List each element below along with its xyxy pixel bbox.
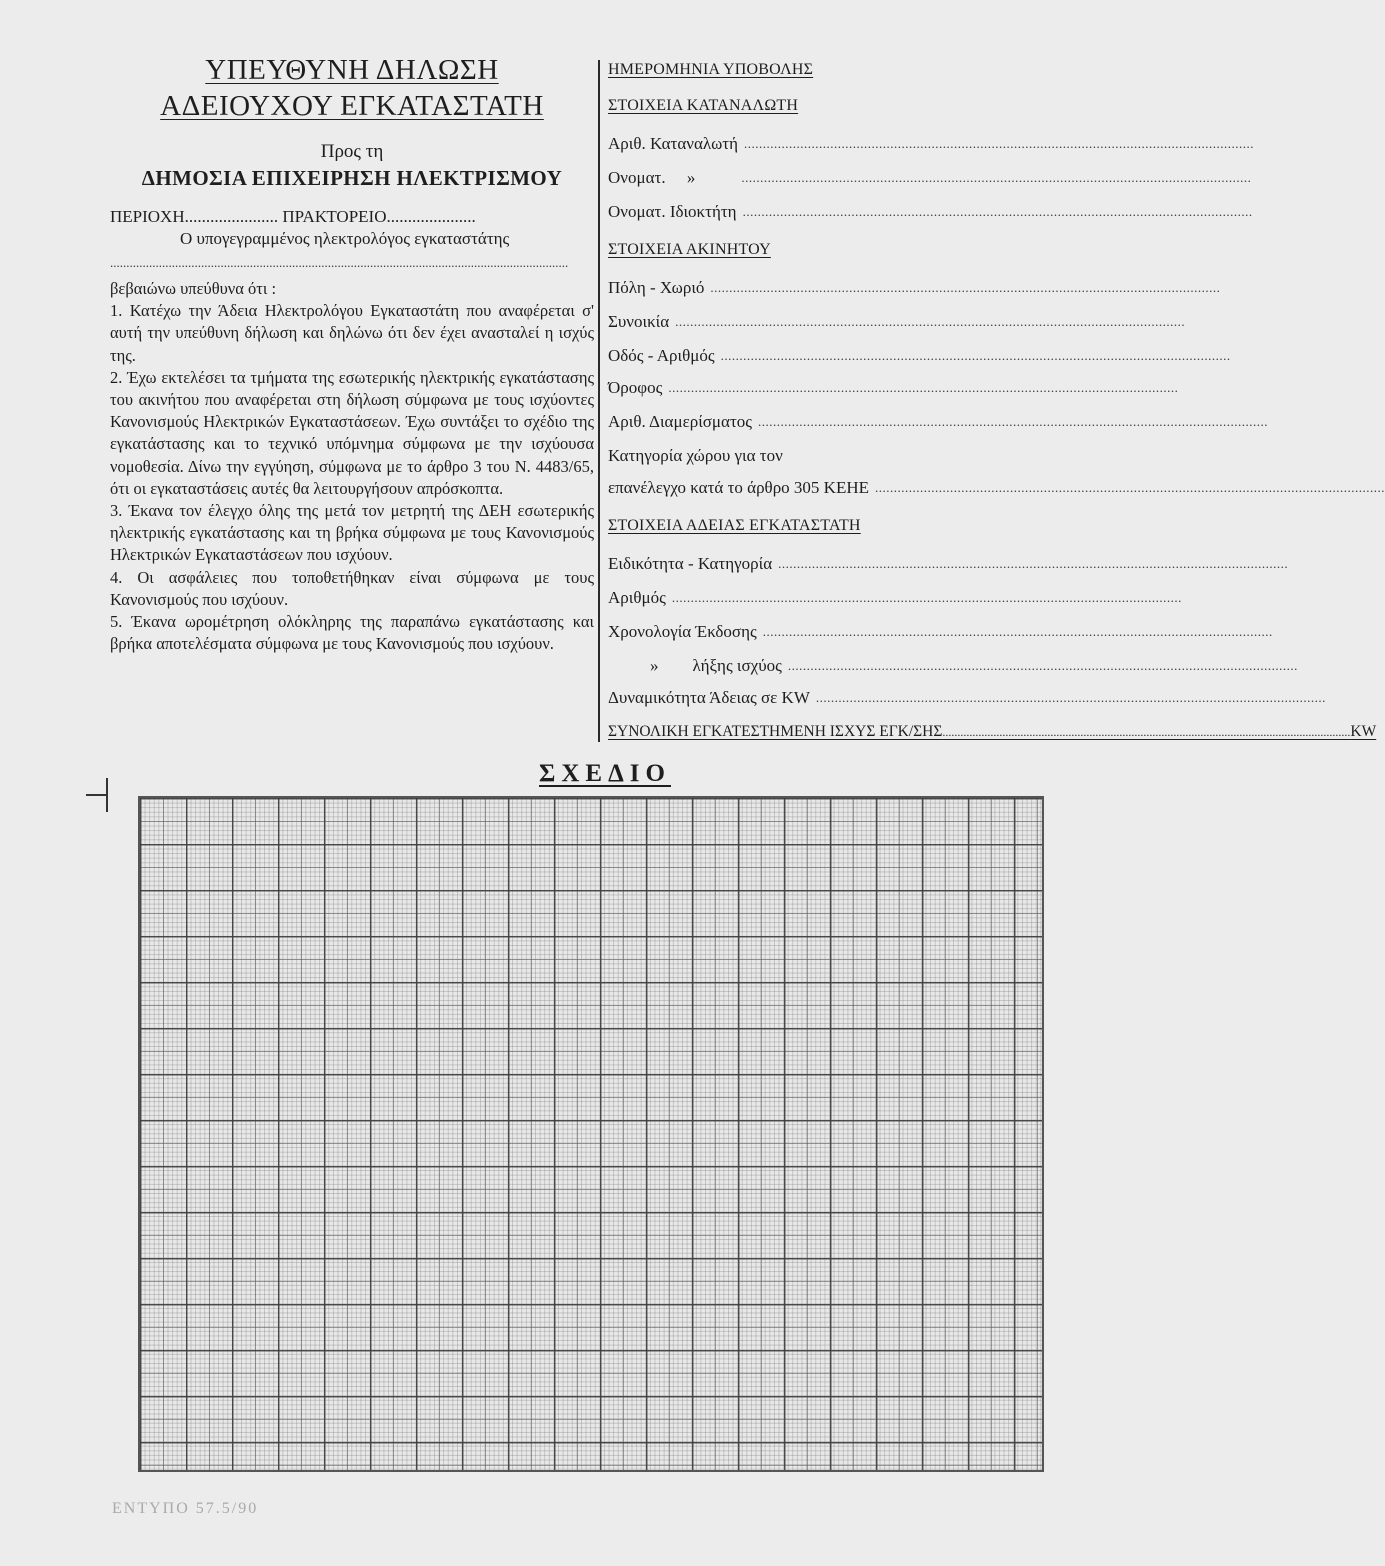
street-field[interactable]: ........................................................................................................................................ — [720, 348, 1231, 363]
owner-name-row — [608, 200, 1253, 224]
owner-name-field[interactable]: ........................................................................................................................................ — [742, 204, 1253, 219]
statement-2: 2. Έχω εκτελέσει τα τμήματα της εσωτερικής ηλεκτρικής εγκατάστασης του ακινήτου που αναφέρεται στη δήλωση σύμφωνα με τους ισχύοντες Κανονισμούς Ηλεκτρικών Εγκαταστάσεων. Έχω συντάξει το σχέδιο της εγκατάστασης και το τεχνικό υπόμνημα σύμφωνα με την ισχύουσα νομοθεσία. Δίνω την εγγύηση, σύμφωνα με το άρθρο 3 του Ν. 4483/65, ότι οι εγκαταστάσεις αυτές θα λειτουργήσουν απρόσκοπτα. — [110, 367, 594, 498]
installer-name-field[interactable]: ............................................................................................................................................. — [110, 255, 569, 270]
issue-date-label: Χρονολογία Έκδοσης — [608, 622, 757, 641]
capacity-row — [608, 686, 1326, 710]
floor-row — [608, 376, 1179, 400]
owner-name-label: Ονοματ. Ιδιοκτήτη — [608, 202, 737, 221]
statements-block — [110, 278, 594, 655]
expiry-label: » λήξης ισχύος — [650, 656, 782, 675]
installation-plan-grid[interactable] — [138, 796, 1044, 1472]
certify-line: βεβαιώνω υπεύθυνα ότι : — [110, 279, 277, 298]
consumer-name-row — [608, 166, 1252, 190]
region-agency-row — [110, 206, 594, 228]
consumer-number-row — [608, 132, 1255, 156]
agency-label: ΠΡΑΚΤΟΡΕΙΟ — [282, 207, 387, 226]
statement-3: 3. Έκανα τον έλεγχο όλης της μετά τον μετρητή της ΔΕΗ εσωτερικής ηλεκτρικής εγκατάστασης και τη βρήκα σύμφωνα με τους Κανονισμούς Ηλεκτρικών Εγκαταστάσεων που ισχύουν. — [110, 501, 594, 565]
category-label-line-2: επανέλεγχο κατά το άρθρο 305 ΚΕΗΕ — [608, 478, 870, 497]
consumer-section-heading: ΣΤΟΙΧΕΙΑ ΚΑΤΑΝΑΛΩΤΗ — [608, 97, 799, 114]
apartment-field[interactable]: ........................................................................................................................................ — [758, 414, 1269, 429]
submission-date-label[interactable]: ΗΜΕΡΟΜΗΝΙΑ ΥΠΟΒΟΛΗΣ — [608, 61, 814, 78]
specialty-field[interactable]: ........................................................................................................................................ — [778, 556, 1289, 571]
specialty-row — [608, 552, 1289, 576]
issue-date-field[interactable]: ........................................................................................................................................ — [762, 624, 1273, 639]
floor-field[interactable]: ........................................................................................................................................ — [668, 380, 1179, 395]
intro-line: Ο υπογεγραμμένος ηλεκτρολόγος εγκαταστάτης — [180, 229, 510, 248]
floor-label: Όροφος — [608, 378, 663, 397]
category-label-line-1: Κατηγορία χώρου για τον — [608, 446, 783, 465]
title-line-2: ΑΔΕΙΟΥΧΟΥ ΕΓΚΑΤΑΣΤΑΤΗ — [160, 90, 544, 122]
addressee-prefix: Προς τη — [320, 141, 384, 162]
addressee-organization: ΔΗΜΟΣΙΑ ΕΠΙΧΕΙΡΗΣΗ ΗΛΕΚΤΡΙΣΜΟΥ — [141, 166, 563, 190]
license-number-row — [608, 586, 1182, 610]
neighborhood-field[interactable]: ........................................................................................................................................ — [675, 314, 1186, 329]
form-code: ΕΝΤΥΠΟ 57.5/90 — [112, 1500, 259, 1517]
license-number-label: Αριθμός — [608, 588, 666, 607]
statement-4: 4. Οι ασφάλειες που τοποθετήθηκαν είναι σύμφωνα με τους Κανονισμούς που ισχύουν. — [110, 567, 594, 609]
installation-plan-title: ΣΧΕΔΙΟ — [539, 760, 671, 787]
crop-mark-vertical — [106, 778, 108, 812]
property-section-heading: ΣΤΟΙΧΕΙΑ ΑΚΙΝΗΤΟΥ — [608, 241, 771, 258]
city-row — [608, 276, 1221, 300]
expiry-row — [608, 654, 1298, 678]
total-power-unit: KW — [1350, 723, 1377, 740]
license-number-field[interactable]: ........................................................................................................................................ — [671, 590, 1182, 605]
statement-1: 1. Κατέχω την Άδεια Ηλεκτρολόγου Εγκαταστάτη που αναφέρεται σ' αυτή την υπεύθυνη δήλωση και δηλώνω ότι δεν έχει ανασταλεί η ισχύς της. — [110, 301, 594, 365]
license-section-heading: ΣΤΟΙΧΕΙΑ ΑΔΕΙΑΣ ΕΓΚΑΤΑΣΤΑΤΗ — [608, 517, 861, 534]
region-field[interactable]: ...................... — [184, 207, 279, 226]
title-line-1: ΥΠΕΥΘΥΝΗ ΔΗΛΩΣΗ — [205, 54, 499, 86]
total-power-row — [608, 720, 1377, 744]
city-label: Πόλη - Χωριό — [608, 278, 705, 297]
specialty-label: Ειδικότητα - Κατηγορία — [608, 554, 773, 573]
apartment-row — [608, 410, 1269, 434]
neighborhood-row — [608, 310, 1186, 334]
form-title — [110, 52, 594, 124]
region-label: ΠΕΡΙΟΧΗ — [110, 207, 185, 226]
apartment-label: Αριθ. Διαμερίσματος — [608, 412, 753, 431]
crop-mark — [86, 794, 108, 796]
consumer-name-label: Ονοματ. » — [608, 168, 696, 187]
category-field[interactable]: ........................................................................................................................................ — [875, 480, 1385, 495]
total-power-field[interactable]: ........................................................................................................................................ — [942, 725, 1351, 739]
consumer-number-label: Αριθ. Καταναλωτή — [608, 134, 739, 153]
city-field[interactable]: ........................................................................................................................................ — [710, 280, 1221, 295]
column-divider — [598, 60, 600, 742]
consumer-number-field[interactable]: ........................................................................................................................................ — [744, 136, 1255, 151]
agency-field[interactable]: ..................... — [386, 207, 476, 226]
neighborhood-label: Συνοικία — [608, 312, 670, 331]
expiry-field[interactable]: ........................................................................................................................................ — [787, 658, 1298, 673]
street-row — [608, 344, 1231, 368]
category-row-1 — [608, 444, 1082, 468]
total-power-label: ΣΥΝΟΛΙΚΗ ΕΓΚΑΤΕΣΤΗΜΕΝΗ ΙΣΧΥΣ ΕΓΚ/ΣΗΣ — [608, 723, 943, 740]
statement-5: 5. Έκανα ωρομέτρηση ολόκληρης της παραπάνω εγκατάστασης και βρήκα αποτελέσματα σύμφωνα με τους Κανονισμούς που ισχύουν. — [110, 612, 594, 654]
declaration-column — [110, 52, 594, 655]
consumer-name-field[interactable]: ........................................................................................................................................ — [741, 170, 1252, 185]
issue-date-row — [608, 620, 1273, 644]
category-row-2 — [608, 476, 1385, 500]
street-label: Οδός - Αριθμός — [608, 346, 715, 365]
capacity-label: Δυναμικότητα Άδειας σε KW — [608, 688, 810, 707]
capacity-field[interactable]: ........................................................................................................................................ — [815, 690, 1326, 705]
